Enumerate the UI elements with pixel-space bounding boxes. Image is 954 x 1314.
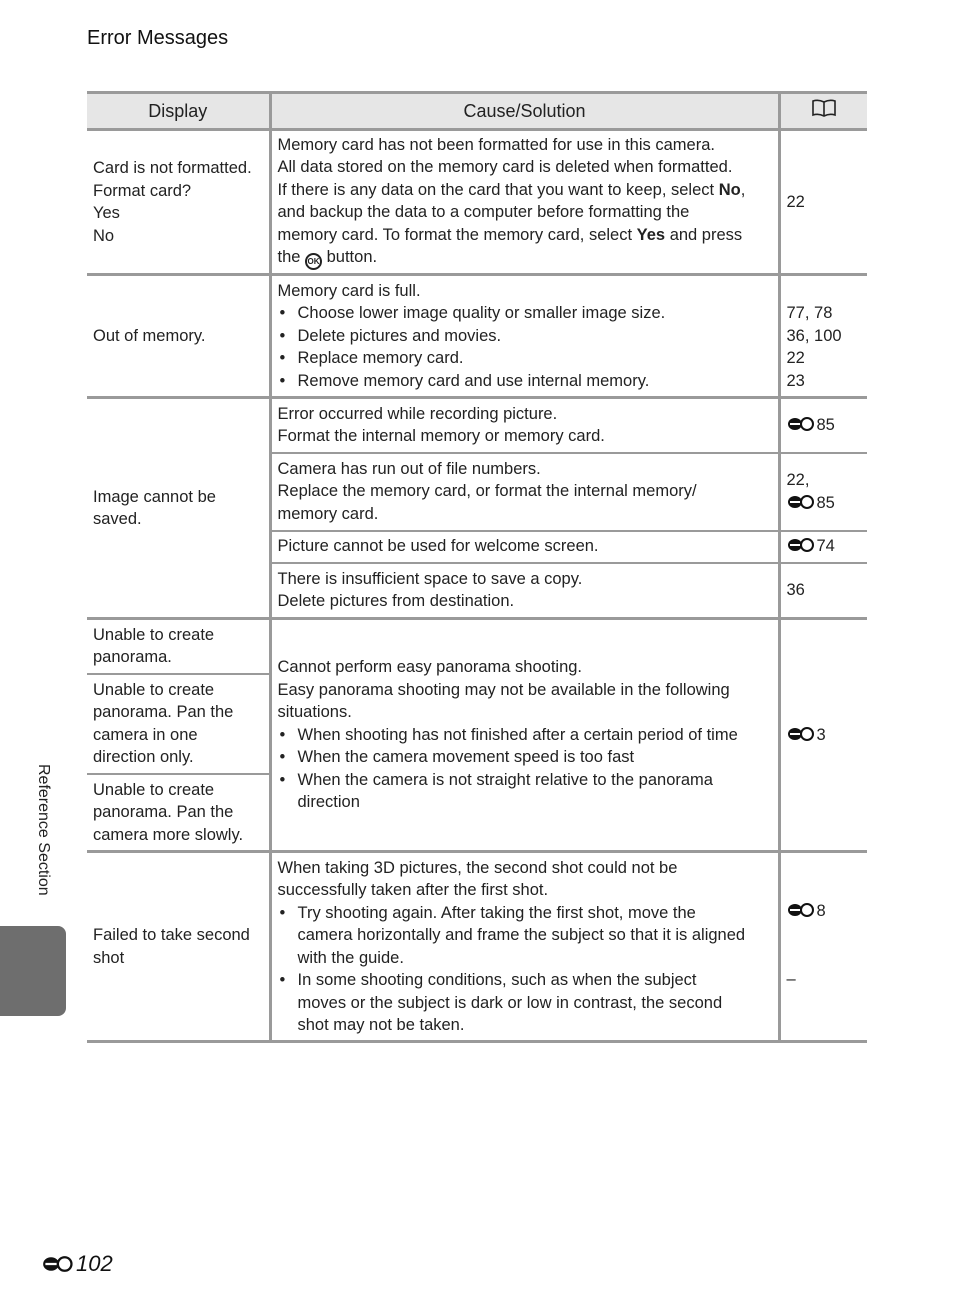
table-row <box>87 852 867 1042</box>
ref-image-not-saved-4: 36 <box>779 563 867 619</box>
cause-image-not-saved-1: Error occurred while recording picture. Format the internal memory or memory card. <box>270 398 779 453</box>
ref-image-not-saved-2: 22, 85 <box>779 453 867 531</box>
error-messages-table <box>87 91 867 1043</box>
reference-section-icon <box>787 495 817 509</box>
ref-image-not-saved-1: 85 <box>779 398 867 453</box>
reference-section-icon <box>787 538 817 552</box>
table-row <box>87 619 867 674</box>
list-item: • Replace memory card. <box>278 347 774 370</box>
display-image-cannot-be-saved: Image cannot be saved. <box>87 398 270 619</box>
ref-out-of-memory: 77, 78 36, 100 22 23 <box>779 275 867 398</box>
sidebar-section-label: Reference Section <box>35 764 52 896</box>
table-header-row <box>87 93 867 130</box>
list-item: • When shooting has not finished after a certain period of time <box>278 724 774 747</box>
column-header-reference <box>779 93 867 130</box>
cause-image-not-saved-4: There is insufficient space to save a copy. Delete pictures from destination. <box>270 563 779 619</box>
column-header-display: Display <box>87 93 270 130</box>
display-panorama-1: Unable to create panorama. <box>87 619 270 674</box>
table-row <box>87 130 867 275</box>
cause-panorama: Cannot perform easy panorama shooting. Easy panorama shooting may not be available in the following situations. • When shooting has not finished after a certain period of time • When the camera movement speed is too fast • When the camera is not straight relative to the panorama direction <box>270 619 779 852</box>
ref-card-not-formatted: 22 <box>779 130 867 275</box>
column-header-cause: Cause/Solution <box>270 93 779 130</box>
table-row <box>87 398 867 453</box>
cause-out-of-memory: Memory card is full. • Choose lower image quality or smaller image size. • Delete pictures and movies. • Replace memory card. • Remove memory card and use internal memory. <box>270 275 779 398</box>
page-number: 102 <box>42 1251 113 1277</box>
display-out-of-memory: Out of memory. <box>87 275 270 398</box>
list-item: • In some shooting conditions, such as when the subject moves or the subject is dark or low in contrast, the second shot may not be taken. <box>278 969 774 1037</box>
reference-section-icon <box>787 727 817 741</box>
display-panorama-3: Unable to create panorama. Pan the camera more slowly. <box>87 774 270 852</box>
ok-button-icon: OK <box>305 253 322 270</box>
display-panorama-2: Unable to create panorama. Pan the camera in one direction only. <box>87 674 270 774</box>
list-item: • When the camera is not straight relative to the panorama direction <box>278 769 774 814</box>
page-section-title: Error Messages <box>87 27 229 49</box>
display-card-not-formatted: Card is not formatted. Format card? Yes No <box>87 130 270 275</box>
list-item: • Remove memory card and use internal memory. <box>278 370 774 393</box>
list-item: • Choose lower image quality or smaller image size. <box>278 302 774 325</box>
cause-image-not-saved-2: Camera has run out of file numbers. Replace the memory card, or format the internal memory/ memory card. <box>270 453 779 531</box>
reference-section-icon <box>787 903 817 917</box>
sidebar-section-tab <box>0 926 66 1016</box>
ref-image-not-saved-3: 74 <box>779 531 867 563</box>
ref-panorama: 3 <box>779 619 867 852</box>
display-second-shot: Failed to take second shot <box>87 852 270 1042</box>
list-item: • Try shooting again. After taking the first shot, move the camera horizontally and frame the subject so that it is aligned with the guide. <box>278 902 774 970</box>
reference-section-icon <box>787 417 817 431</box>
list-item: • Delete pictures and movies. <box>278 325 774 348</box>
cause-card-not-formatted: Memory card has not been formatted for use in this camera. All data stored on the memory card is deleted when formatted. If there is any data on the card that you want to keep, select No, and backup the data to a computer before formatting the memory card. To format the memory card, select Yes and press the OK button. <box>270 130 779 275</box>
list-item: • When the camera movement speed is too fast <box>278 746 774 769</box>
cause-second-shot: When taking 3D pictures, the second shot could not be successfully taken after the first shot. • Try shooting again. After taking the first shot, move the camera horizontally and frame the subject so that it is aligned with the guide. • In some shooting conditions, such as when the subject moves or the subject is dark or low in contrast, the second shot may not be taken. <box>270 852 779 1042</box>
book-icon <box>811 98 837 124</box>
table-row <box>87 275 867 398</box>
cause-image-not-saved-3: Picture cannot be used for welcome screen. <box>270 531 779 563</box>
reference-section-icon <box>42 1255 76 1273</box>
ref-second-shot: 8 – <box>779 852 867 1042</box>
